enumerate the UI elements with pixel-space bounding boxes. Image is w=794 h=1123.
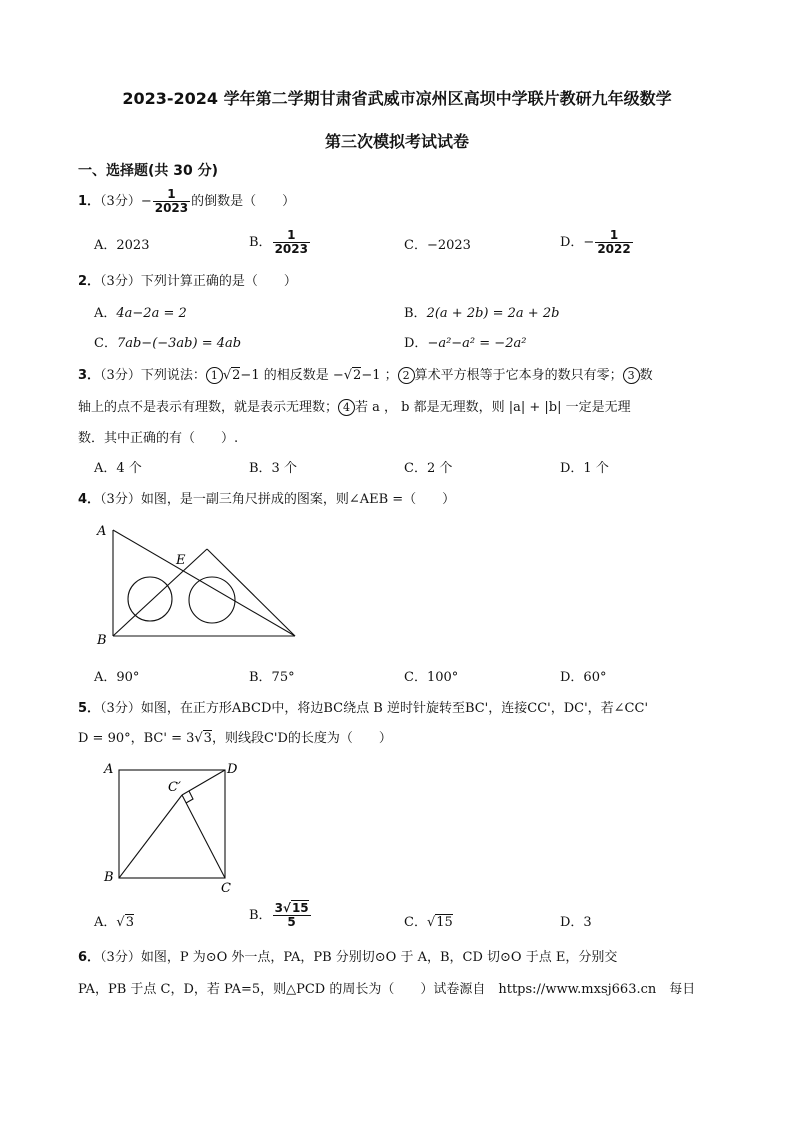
question-3-line-1 <box>78 364 718 384</box>
label-c-prime: C′ <box>168 780 181 795</box>
fraction-numerator: 1 <box>595 229 632 243</box>
question-3-line-2 <box>78 396 718 416</box>
circled-number: 1 <box>206 367 223 384</box>
fraction <box>153 188 190 215</box>
set-squares-figure <box>90 518 305 648</box>
label-a: A <box>97 524 107 539</box>
q5-option-c <box>404 911 453 930</box>
fraction-denominator: 5 <box>287 915 296 929</box>
fraction-numerator <box>273 902 311 916</box>
sqrt-symbol: √ <box>222 368 232 383</box>
sqrt-symbol: √ <box>194 731 203 746</box>
segment-cc1 <box>182 795 225 878</box>
q1-option-d <box>560 229 634 256</box>
statement-text: 轴上的点不是表示有理数，就是表示无理数； <box>78 400 339 415</box>
question-text: 如图，P 为⊙O 外一点，PA，PB 分别切⊙O 于 A，B，CD 切⊙O 于点 E，分别交 <box>140 950 618 965</box>
radicand: 3 <box>203 731 212 746</box>
option-label: A． <box>94 915 117 930</box>
option-label: B． <box>249 235 272 250</box>
option-label: B． <box>404 306 427 321</box>
q3-option-a: A．4 个 <box>94 461 142 476</box>
math-expression: 4a−2a = 2 <box>116 306 187 321</box>
circled-number: 3 <box>623 367 640 384</box>
question-text: 下列计算正确的是（ ） <box>140 274 297 289</box>
q3-option-c: C．2 个 <box>404 461 453 476</box>
fraction <box>273 902 311 929</box>
label-d: D <box>227 762 238 777</box>
radicand: 3 <box>125 915 134 930</box>
question-text: ，则线段C'D的长度为（ ） <box>211 731 392 746</box>
fraction-numerator: 1 <box>273 229 310 243</box>
math-expression: 7ab−(−3ab) = 4ab <box>116 336 242 351</box>
q5-option-a <box>94 911 134 930</box>
figure-line <box>113 530 295 636</box>
question-1-stem <box>78 188 718 215</box>
statement-text: 若 a ， b 都是无理数，则 |a| + |b| 一定是无理 <box>355 400 631 415</box>
sqrt-symbol: √ <box>343 368 353 383</box>
question-number: 3． <box>78 368 101 383</box>
radicand: 15 <box>436 915 453 930</box>
minus-sign: − <box>140 194 152 209</box>
question-text: 如图，是一副三角尺拼成的图案，则∠AEB =（ ） <box>140 492 456 507</box>
q3-option-b: B．3 个 <box>249 461 297 476</box>
question-number: 4． <box>78 492 101 507</box>
math-expression: 2(a + 2b) = 2a + 2b <box>426 306 560 321</box>
q2-option-b <box>404 302 559 321</box>
option-label: C． <box>404 915 427 930</box>
segment-bc1 <box>119 795 182 878</box>
question-6-line-1 <box>78 946 718 965</box>
radicand: 2 <box>353 368 362 383</box>
question-score: （3分） <box>100 950 141 965</box>
statement-text: −1 ； <box>361 368 398 383</box>
radicand: 2 <box>232 368 241 383</box>
q4-option-d: D．60° <box>560 670 607 685</box>
q2-option-d <box>404 332 526 351</box>
fraction-denominator: 2023 <box>154 201 189 215</box>
question-text: 如图，在正方形ABCD中，将边BC绕点 B 逆时针旋转至BC'，连接CC'，DC'，若∠CC' <box>140 701 649 716</box>
question-4-stem <box>78 488 718 507</box>
q1-option-a: A．2023 <box>94 238 150 253</box>
fraction-denominator: 2023 <box>274 242 308 256</box>
square-figure <box>98 756 248 896</box>
q5-option-d: D．3 <box>560 915 592 930</box>
fraction-denominator: 2022 <box>597 242 631 256</box>
option-label: D． <box>404 336 428 351</box>
circled-number: 4 <box>338 399 355 416</box>
q4-option-a: A．90° <box>94 670 140 685</box>
circled-number: 2 <box>398 367 415 384</box>
radicand: 15 <box>291 901 309 915</box>
right-angle-mark <box>186 791 193 803</box>
label-b: B <box>97 633 107 648</box>
question-number: 5． <box>78 701 101 716</box>
question-text: 的倒数是（ ） <box>191 194 296 209</box>
question-number: 6． <box>78 950 101 965</box>
section-heading: 一、选择题(共 30 分) <box>78 163 219 179</box>
question-score: （3分） <box>100 194 141 209</box>
math-expression: −a²−a² = −2a² <box>427 336 527 351</box>
title-line-1: 2023-2024 学年第二学期甘肃省武威市凉州区高坝中学联片教研九年级数学 <box>122 89 672 108</box>
q2-option-c <box>94 332 241 351</box>
option-label: B． <box>249 908 272 923</box>
figure-circle <box>189 577 235 623</box>
question-2-stem <box>78 270 718 289</box>
question-number: 1． <box>78 194 101 209</box>
question-score: （3分） <box>100 368 141 383</box>
coefficient: 3 <box>274 901 283 915</box>
q1-option-c: C．−2023 <box>404 238 471 253</box>
question-6-line-2: PA，PB 于点 C，D，若 PA=5，则△PCD 的周长为（ ）试卷源自 https://www.mxsj663.cn 每日 <box>78 982 696 997</box>
question-text: 下列说法： <box>140 368 206 383</box>
question-5-line-1 <box>78 697 718 716</box>
sqrt-symbol: √ <box>116 915 125 930</box>
fraction <box>273 229 310 256</box>
statement-text: −1 的相反数是 − <box>240 368 344 383</box>
question-number: 2． <box>78 274 101 289</box>
q4-option-b: B．75° <box>249 670 295 685</box>
option-label: D．− <box>560 235 595 250</box>
segment-c1d <box>182 770 225 795</box>
q5-option-b <box>249 902 312 929</box>
question-5-line-2 <box>78 727 718 746</box>
label-b: B <box>104 870 114 885</box>
question-3-line-3: 数．其中正确的有（ ）. <box>78 431 239 446</box>
sqrt-symbol: √ <box>282 901 291 915</box>
label-a: A <box>104 762 114 777</box>
figure-circle <box>128 577 172 621</box>
label-c: C <box>221 881 231 896</box>
sqrt-symbol: √ <box>426 915 436 930</box>
fraction <box>595 229 632 256</box>
label-e: E <box>176 553 186 568</box>
q4-option-c: C．100° <box>404 670 459 685</box>
fraction-numerator: 1 <box>153 188 190 202</box>
q1-option-b <box>249 229 311 256</box>
statement-text: 数 <box>639 368 653 383</box>
statement-text: 算术平方根等于它本身的数只有零； <box>414 368 623 383</box>
option-label: C． <box>94 336 117 351</box>
question-score: （3分） <box>100 274 141 289</box>
question-text: D = 90°，BC' = 3 <box>78 731 195 746</box>
option-label: A． <box>94 306 117 321</box>
q2-option-a <box>94 302 187 321</box>
title-line-2: 第三次模拟考试试卷 <box>324 132 469 151</box>
question-score: （3分） <box>100 701 141 716</box>
figure-line <box>113 549 207 636</box>
question-score: （3分） <box>100 492 141 507</box>
q3-option-d: D．1 个 <box>560 461 609 476</box>
